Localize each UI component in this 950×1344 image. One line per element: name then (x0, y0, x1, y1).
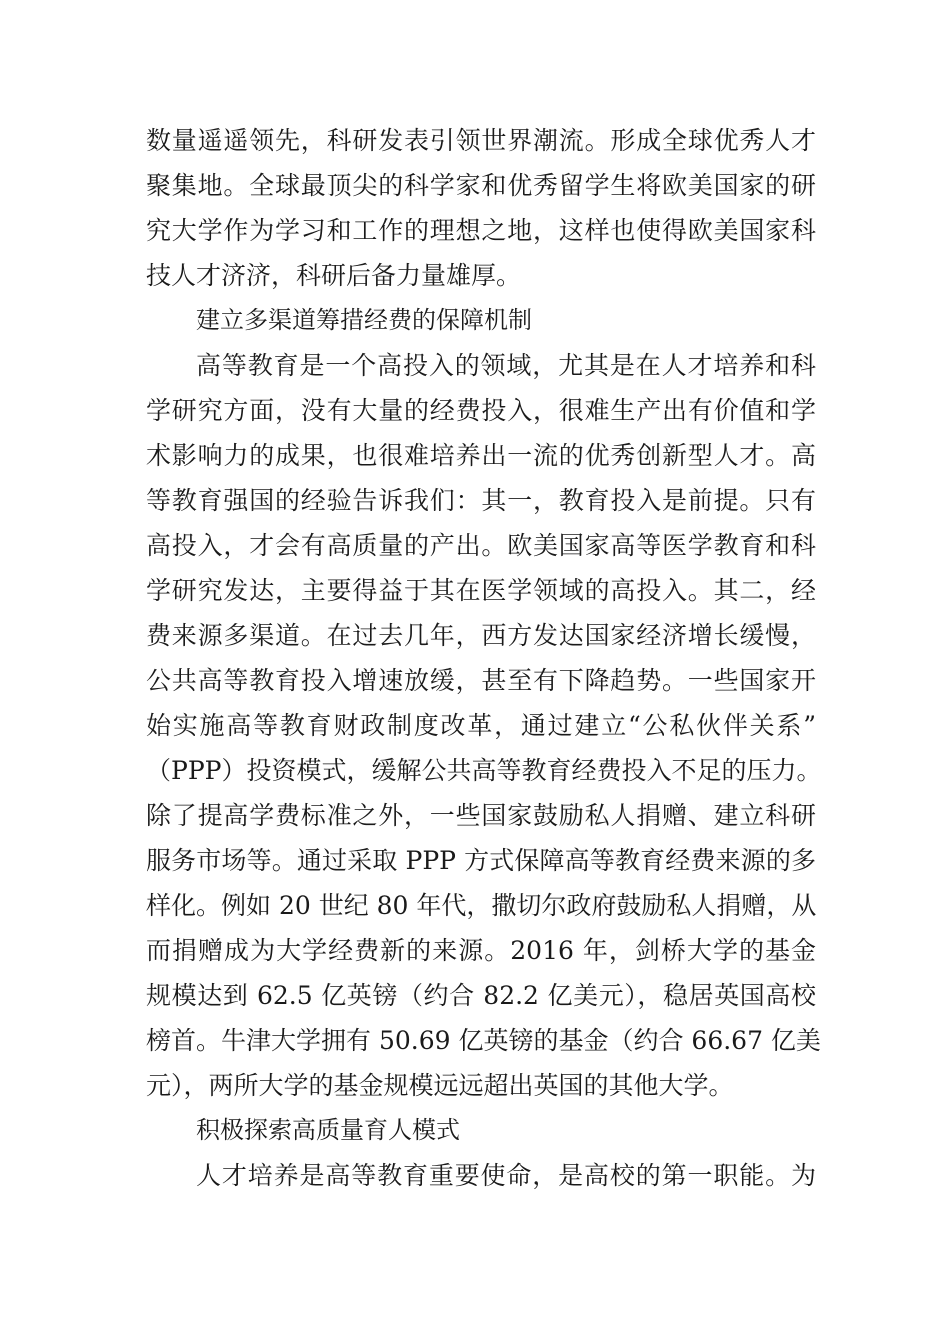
paragraph-line: （PPP）投资模式，缓解公共高等教育经费投入不足的压力。 (146, 756, 822, 785)
paragraph-line: 高投入，才会有高质量的产出。欧美国家高等医学教育和科 (146, 531, 816, 560)
paragraph-line: 费来源多渠道。在过去几年，西方发达国家经济增长缓慢， (146, 621, 816, 650)
body-text (146, 118, 822, 1198)
paragraph-line: 术影响力的成果，也很难培养出一流的优秀创新型人才。高 (146, 441, 816, 470)
paragraph-line: 规模达到 62.5 亿英镑（约合 82.2 亿美元），稳居英国高校 (146, 981, 816, 1010)
section-heading: 积极探索高质量育人模式 (196, 1116, 460, 1144)
paragraph-line: 除了提高学费标准之外，一些国家鼓励私人捐赠、建立科研 (146, 801, 816, 830)
paragraph-line: 究大学作为学习和工作的理想之地，这样也使得欧美国家科 (146, 216, 816, 245)
paragraph-line: 等教育强国的经验告诉我们：其一，教育投入是前提。只有 (146, 486, 816, 515)
paragraph-line: 学研究方面，没有大量的经费投入，很难生产出有价值和学 (146, 396, 816, 425)
paragraph-line: 人才培养是高等教育重要使命，是高校的第一职能。为 (196, 1161, 816, 1190)
section-heading: 建立多渠道筹措经费的保障机制 (196, 306, 532, 334)
paragraph-line: 样化。例如 20 世纪 80 年代，撒切尔政府鼓励私人捐赠，从 (146, 891, 817, 920)
paragraph-line: 高等教育是一个高投入的领域，尤其是在人才培养和科 (196, 351, 816, 380)
paragraph-line: 学研究发达，主要得益于其在医学领域的高投入。其二，经 (146, 576, 816, 605)
paragraph-line: 服务市场等。通过采取 PPP 方式保障高等教育经费来源的多 (146, 846, 816, 875)
paragraph-line: 聚集地。全球最顶尖的科学家和优秀留学生将欧美国家的研 (146, 171, 816, 200)
paragraph-line: 数量遥遥领先，科研发表引领世界潮流。形成全球优秀人才 (146, 126, 816, 155)
paragraph-line: 元），两所大学的基金规模远远超出英国的其他大学。 (146, 1071, 734, 1100)
paragraph-line: 始实施高等教育财政制度改革，通过建立“公私伙伴关系” (146, 711, 816, 740)
paragraph-line: 而捐赠成为大学经费新的来源。2016 年，剑桥大学的基金 (146, 936, 816, 965)
paragraph-line: 技人才济济，科研后备力量雄厚。 (146, 261, 522, 290)
paragraph-line: 公共高等教育投入增速放缓，甚至有下降趋势。一些国家开 (146, 666, 816, 695)
paragraph-line: 榜首。牛津大学拥有 50.69 亿英镑的基金（约合 66.67 亿美 (146, 1026, 821, 1055)
